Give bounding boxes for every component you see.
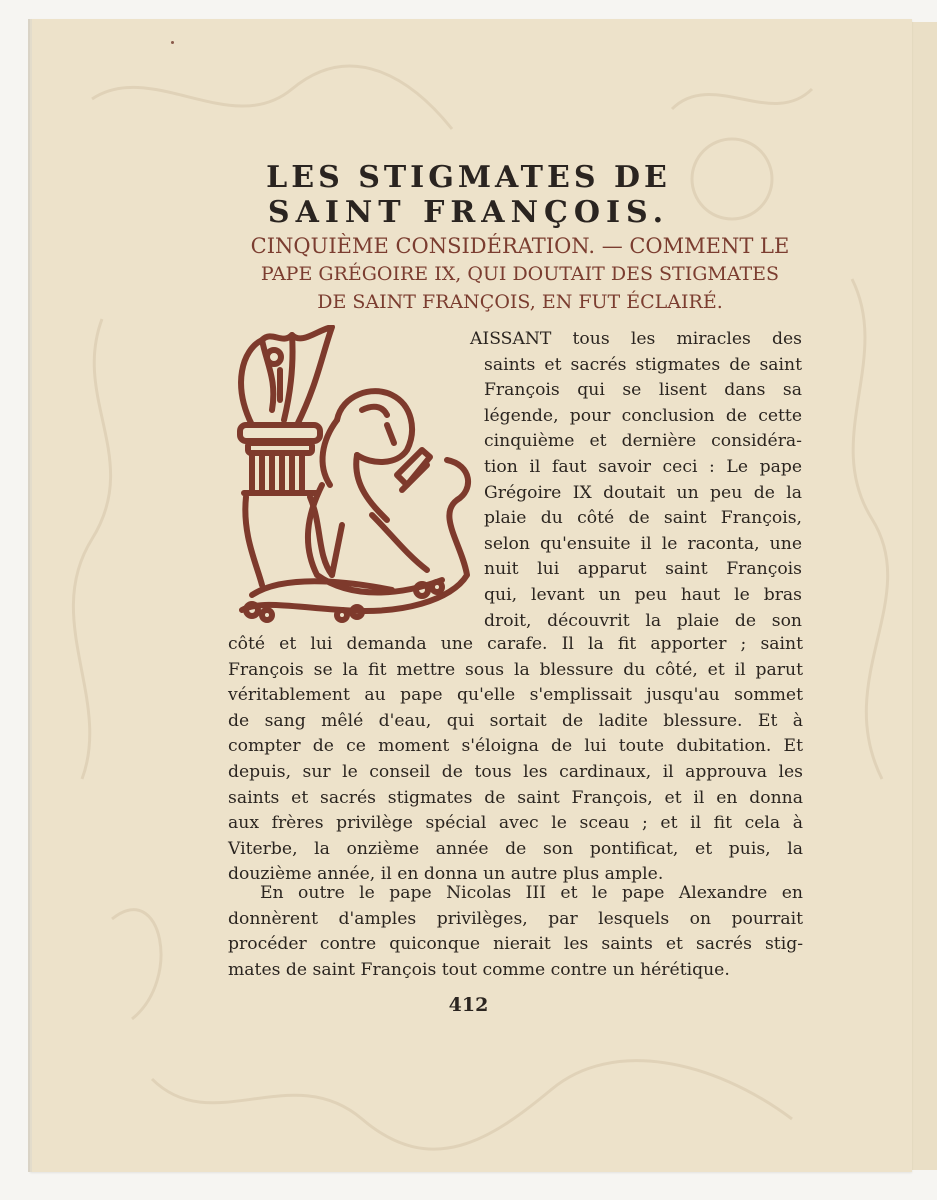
text-line: mates de saint François tout comme contre un hérétique.: [228, 959, 730, 980]
text-line: procéder contre quiconque nierait les saints et sacrés stig-: [228, 934, 803, 955]
chapter-subtitle: [225, 232, 815, 316]
text-line: compter de ce moment s'éloigna de lui toute dubitation. Et: [228, 736, 803, 757]
subtitle-line: CINQUIÈME CONSIDÉRATION. — COMMENT LE: [250, 234, 790, 258]
text-line: François qui se lisent dans sa: [484, 380, 802, 401]
text-line: François se la fit mettre sous la blessure du côté, et il parut: [228, 659, 803, 680]
text-line: véritablement au pape qu'elle s'emplissait jusqu'au sommet: [228, 685, 803, 706]
text-line: En outre le pape Nicolas III et le pape Alexandre en: [260, 883, 803, 903]
text-line: droit, découvrit la plaie de son: [484, 610, 802, 631]
text-line: saints et sacrés stigmates de saint: [484, 354, 802, 375]
text-line: de sang mêlé d'eau, qui sortait de ladite blessure. Et à: [228, 710, 803, 731]
paper-speck: [171, 41, 174, 44]
page-number: 412: [448, 994, 489, 1016]
subtitle-line: DE SAINT FRANÇOIS, EN FUT ÉCLAIRÉ.: [317, 291, 723, 313]
text-line: tion il faut savoir ceci : Le pape: [484, 456, 802, 477]
text-line: légende, pour conclusion de cette: [484, 405, 802, 426]
illuminated-initial-monk-icon: [222, 325, 480, 623]
text-line: donnèrent d'amples privilèges, par lesquels on pourrait: [228, 908, 803, 929]
text-line: Grégoire IX doutait un peu de la: [484, 482, 802, 503]
text-line: aux frères privilège spécial avec le sceau ; et il fit cela à: [228, 813, 803, 834]
text-line: depuis, sur le conseil de tous les cardinaux, il approuva les: [228, 761, 803, 782]
text-line: douzième année, il en donna un autre plus ample.: [228, 864, 664, 885]
paragraph-1-full: [228, 632, 803, 888]
text-line: Viterbe, la onzième année de son pontificat, et puis, la: [228, 838, 803, 859]
text-line: côté et lui demanda une carafe. Il la fit apporter ; saint: [228, 634, 803, 654]
subtitle-line: PAPE GRÉGOIRE IX, QUI DOUTAIT DES STIGMATES: [260, 263, 780, 285]
paragraph-1-wrapped: [470, 327, 802, 634]
text-line: cinquième et dernière considéra-: [484, 431, 802, 452]
text-line: selon qu'ensuite il le raconta, une: [484, 533, 802, 554]
chapter-title-line-2: SAINT FRANÇOIS.: [267, 195, 670, 230]
text-line: nuit lui apparut saint François: [484, 559, 802, 580]
paragraph-2: [228, 881, 803, 983]
text-line: saints et sacrés stigmates de saint François, et il en donna: [228, 787, 803, 808]
text-line: plaie du côté de saint François,: [484, 508, 802, 529]
chapter-title-line-1: LES STIGMATES DE: [266, 160, 671, 195]
text-line: qui, levant un peu haut le bras: [484, 584, 802, 605]
text-line: AISSANT tous les miracles des: [470, 329, 802, 349]
